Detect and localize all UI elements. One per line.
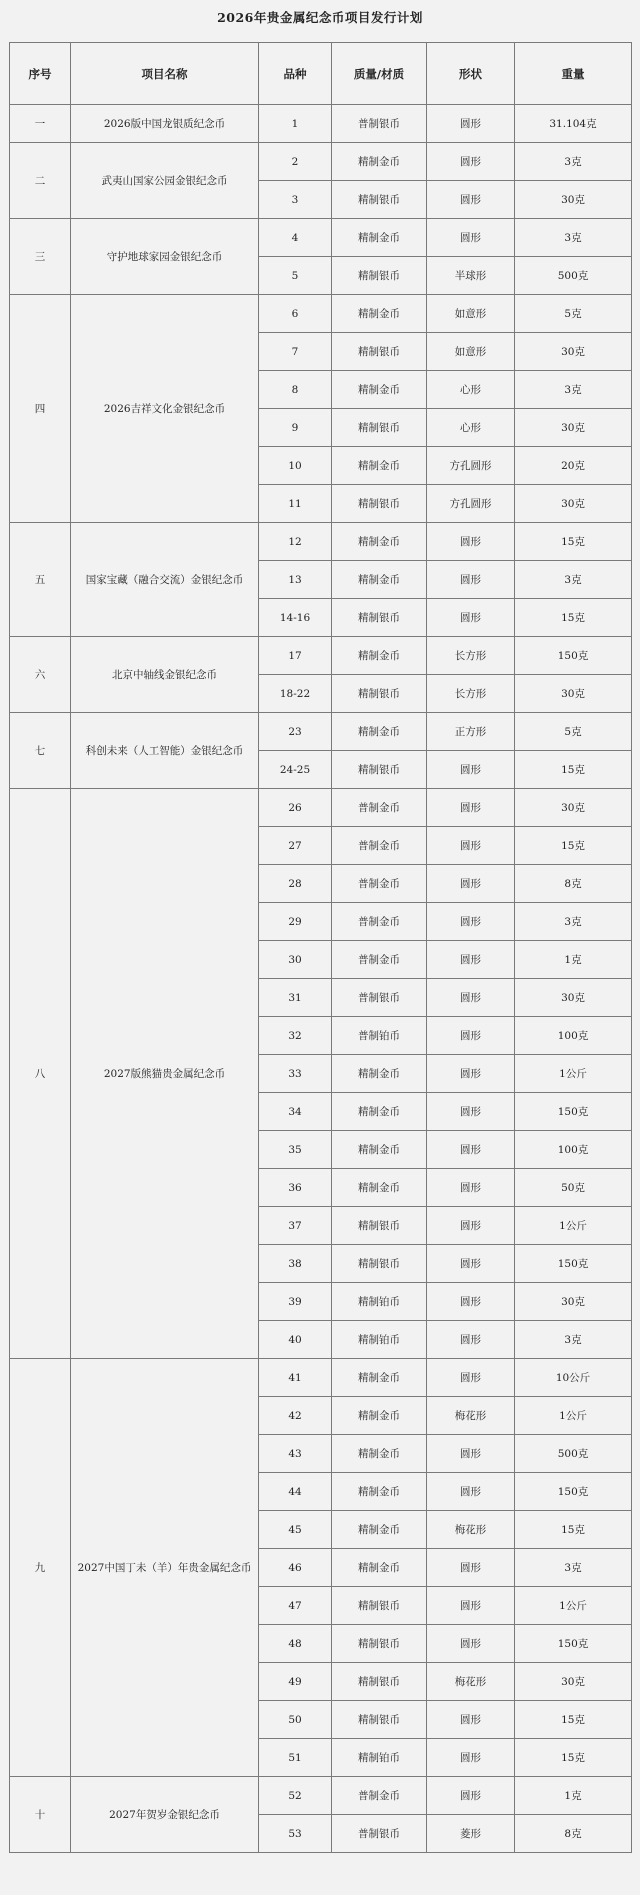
quality-material-cell: 精制银币 [332, 599, 427, 637]
header-weight: 重量 [515, 43, 632, 105]
weight-cell: 30克 [515, 979, 632, 1017]
weight-cell: 100克 [515, 1017, 632, 1055]
weight-cell: 500克 [515, 1435, 632, 1473]
weight-cell: 3克 [515, 371, 632, 409]
quality-material-cell: 普制金币 [332, 1777, 427, 1815]
weight-cell: 30克 [515, 675, 632, 713]
quality-material-cell: 普制银币 [332, 1815, 427, 1853]
shape-cell: 圆形 [427, 1093, 515, 1131]
weight-cell: 3克 [515, 219, 632, 257]
variety-cell: 1 [259, 105, 332, 143]
issuance-plan-table [9, 42, 632, 1853]
weight-cell: 3克 [515, 903, 632, 941]
shape-cell: 圆形 [427, 751, 515, 789]
quality-material-cell: 普制金币 [332, 827, 427, 865]
variety-cell: 13 [259, 561, 332, 599]
weight-cell: 3克 [515, 1549, 632, 1587]
variety-cell: 44 [259, 1473, 332, 1511]
shape-cell: 圆形 [427, 1321, 515, 1359]
quality-material-cell: 普制银币 [332, 979, 427, 1017]
weight-cell: 1公斤 [515, 1587, 632, 1625]
variety-cell: 41 [259, 1359, 332, 1397]
weight-cell: 500克 [515, 257, 632, 295]
shape-cell: 圆形 [427, 1701, 515, 1739]
quality-material-cell: 精制金币 [332, 295, 427, 333]
shape-cell: 圆形 [427, 1169, 515, 1207]
shape-cell: 圆形 [427, 979, 515, 1017]
variety-cell: 47 [259, 1587, 332, 1625]
variety-cell: 53 [259, 1815, 332, 1853]
weight-cell: 30克 [515, 333, 632, 371]
shape-cell: 圆形 [427, 1777, 515, 1815]
quality-material-cell: 精制金币 [332, 1169, 427, 1207]
variety-cell: 14-16 [259, 599, 332, 637]
quality-material-cell: 精制金币 [332, 1473, 427, 1511]
variety-cell: 7 [259, 333, 332, 371]
quality-material-cell: 精制金币 [332, 713, 427, 751]
weight-cell: 15克 [515, 599, 632, 637]
weight-cell: 1公斤 [515, 1055, 632, 1093]
quality-material-cell: 精制银币 [332, 751, 427, 789]
table-header-row [10, 43, 632, 105]
weight-cell: 15克 [515, 1701, 632, 1739]
quality-material-cell: 精制银币 [332, 485, 427, 523]
weight-cell: 15克 [515, 751, 632, 789]
variety-cell: 28 [259, 865, 332, 903]
variety-cell: 2 [259, 143, 332, 181]
table-row [10, 713, 632, 751]
variety-cell: 36 [259, 1169, 332, 1207]
quality-material-cell: 普制金币 [332, 903, 427, 941]
shape-cell: 菱形 [427, 1815, 515, 1853]
weight-cell: 15克 [515, 523, 632, 561]
table-row [10, 789, 632, 827]
variety-cell: 39 [259, 1283, 332, 1321]
variety-cell: 51 [259, 1739, 332, 1777]
variety-cell: 17 [259, 637, 332, 675]
serial-cell: 二 [10, 143, 71, 219]
quality-material-cell: 精制金币 [332, 447, 427, 485]
project-name-cell: 2026版中国龙银质纪念币 [71, 105, 259, 143]
weight-cell: 50克 [515, 1169, 632, 1207]
shape-cell: 圆形 [427, 561, 515, 599]
project-name-cell: 国家宝藏（融合交流）金银纪念币 [71, 523, 259, 637]
table-row [10, 105, 632, 143]
quality-material-cell: 普制金币 [332, 941, 427, 979]
shape-cell: 圆形 [427, 523, 515, 561]
table-row [10, 143, 632, 181]
project-name-cell: 2026吉祥文化金银纪念币 [71, 295, 259, 523]
weight-cell: 8克 [515, 865, 632, 903]
quality-material-cell: 精制金币 [332, 143, 427, 181]
project-name-cell: 守护地球家园金银纪念币 [71, 219, 259, 295]
variety-cell: 3 [259, 181, 332, 219]
shape-cell: 圆形 [427, 219, 515, 257]
project-name-cell: 2027版熊猫贵金属纪念币 [71, 789, 259, 1359]
shape-cell: 圆形 [427, 181, 515, 219]
shape-cell: 圆形 [427, 1625, 515, 1663]
weight-cell: 1克 [515, 941, 632, 979]
quality-material-cell: 普制银币 [332, 105, 427, 143]
shape-cell: 圆形 [427, 105, 515, 143]
variety-cell: 38 [259, 1245, 332, 1283]
project-name-cell: 武夷山国家公园金银纪念币 [71, 143, 259, 219]
quality-material-cell: 普制金币 [332, 789, 427, 827]
variety-cell: 29 [259, 903, 332, 941]
variety-cell: 40 [259, 1321, 332, 1359]
quality-material-cell: 精制银币 [332, 1245, 427, 1283]
weight-cell: 1公斤 [515, 1207, 632, 1245]
variety-cell: 34 [259, 1093, 332, 1131]
shape-cell: 圆形 [427, 827, 515, 865]
weight-cell: 3克 [515, 561, 632, 599]
shape-cell: 长方形 [427, 675, 515, 713]
shape-cell: 心形 [427, 371, 515, 409]
page-title: 2026年贵金属纪念币项目发行计划 [217, 10, 423, 25]
serial-cell: 三 [10, 219, 71, 295]
quality-material-cell: 精制银币 [332, 1701, 427, 1739]
shape-cell: 方孔圆形 [427, 485, 515, 523]
weight-cell: 15克 [515, 1511, 632, 1549]
variety-cell: 5 [259, 257, 332, 295]
shape-cell: 圆形 [427, 941, 515, 979]
variety-cell: 31 [259, 979, 332, 1017]
variety-cell: 27 [259, 827, 332, 865]
shape-cell: 圆形 [427, 1283, 515, 1321]
variety-cell: 4 [259, 219, 332, 257]
variety-cell: 24-25 [259, 751, 332, 789]
quality-material-cell: 精制金币 [332, 1131, 427, 1169]
serial-cell: 一 [10, 105, 71, 143]
weight-cell: 1克 [515, 1777, 632, 1815]
quality-material-cell: 精制银币 [332, 675, 427, 713]
quality-material-cell: 精制银币 [332, 1663, 427, 1701]
weight-cell: 100克 [515, 1131, 632, 1169]
weight-cell: 1公斤 [515, 1397, 632, 1435]
quality-material-cell: 精制金币 [332, 1549, 427, 1587]
quality-material-cell: 精制银币 [332, 1207, 427, 1245]
serial-cell: 五 [10, 523, 71, 637]
quality-material-cell: 精制金币 [332, 637, 427, 675]
quality-material-cell: 精制金币 [332, 523, 427, 561]
weight-cell: 5克 [515, 713, 632, 751]
variety-cell: 9 [259, 409, 332, 447]
variety-cell: 46 [259, 1549, 332, 1587]
header-variety: 品种 [259, 43, 332, 105]
weight-cell: 30克 [515, 409, 632, 447]
shape-cell: 正方形 [427, 713, 515, 751]
variety-cell: 18-22 [259, 675, 332, 713]
table-row [10, 1777, 632, 1815]
project-name-cell: 科创未来（人工智能）金银纪念币 [71, 713, 259, 789]
shape-cell: 梅花形 [427, 1511, 515, 1549]
shape-cell: 长方形 [427, 637, 515, 675]
shape-cell: 圆形 [427, 1473, 515, 1511]
quality-material-cell: 精制金币 [332, 1055, 427, 1093]
shape-cell: 圆形 [427, 865, 515, 903]
shape-cell: 圆形 [427, 1055, 515, 1093]
shape-cell: 如意形 [427, 295, 515, 333]
header-shape: 形状 [427, 43, 515, 105]
shape-cell: 方孔圆形 [427, 447, 515, 485]
variety-cell: 23 [259, 713, 332, 751]
serial-cell: 八 [10, 789, 71, 1359]
variety-cell: 35 [259, 1131, 332, 1169]
variety-cell: 42 [259, 1397, 332, 1435]
serial-cell: 七 [10, 713, 71, 789]
weight-cell: 15克 [515, 827, 632, 865]
shape-cell: 半球形 [427, 257, 515, 295]
weight-cell: 30克 [515, 789, 632, 827]
weight-cell: 20克 [515, 447, 632, 485]
quality-material-cell: 精制银币 [332, 1625, 427, 1663]
shape-cell: 圆形 [427, 599, 515, 637]
quality-material-cell: 精制银币 [332, 257, 427, 295]
variety-cell: 8 [259, 371, 332, 409]
shape-cell: 圆形 [427, 1017, 515, 1055]
shape-cell: 圆形 [427, 1207, 515, 1245]
weight-cell: 30克 [515, 1283, 632, 1321]
shape-cell: 圆形 [427, 1131, 515, 1169]
quality-material-cell: 精制铂币 [332, 1739, 427, 1777]
serial-cell: 四 [10, 295, 71, 523]
shape-cell: 圆形 [427, 1245, 515, 1283]
quality-material-cell: 精制银币 [332, 333, 427, 371]
header-serial: 序号 [10, 43, 71, 105]
serial-cell: 十 [10, 1777, 71, 1853]
variety-cell: 50 [259, 1701, 332, 1739]
table-row [10, 523, 632, 561]
weight-cell: 30克 [515, 485, 632, 523]
header-quality-material: 质量/材质 [332, 43, 427, 105]
weight-cell: 150克 [515, 1093, 632, 1131]
serial-cell: 六 [10, 637, 71, 713]
weight-cell: 150克 [515, 1245, 632, 1283]
quality-material-cell: 精制铂币 [332, 1321, 427, 1359]
shape-cell: 心形 [427, 409, 515, 447]
quality-material-cell: 精制金币 [332, 1511, 427, 1549]
shape-cell: 圆形 [427, 143, 515, 181]
variety-cell: 32 [259, 1017, 332, 1055]
table-row [10, 637, 632, 675]
shape-cell: 梅花形 [427, 1663, 515, 1701]
project-name-cell: 2027中国丁未（羊）年贵金属纪念币 [71, 1359, 259, 1777]
variety-cell: 43 [259, 1435, 332, 1473]
quality-material-cell: 精制铂币 [332, 1283, 427, 1321]
weight-cell: 10公斤 [515, 1359, 632, 1397]
quality-material-cell: 精制金币 [332, 1435, 427, 1473]
variety-cell: 30 [259, 941, 332, 979]
quality-material-cell: 精制金币 [332, 1359, 427, 1397]
shape-cell: 圆形 [427, 903, 515, 941]
weight-cell: 3克 [515, 143, 632, 181]
quality-material-cell: 普制铂币 [332, 1017, 427, 1055]
shape-cell: 圆形 [427, 1739, 515, 1777]
table-body [10, 105, 632, 1853]
shape-cell: 圆形 [427, 1435, 515, 1473]
weight-cell: 150克 [515, 1625, 632, 1663]
variety-cell: 10 [259, 447, 332, 485]
weight-cell: 150克 [515, 637, 632, 675]
quality-material-cell: 精制金币 [332, 1397, 427, 1435]
quality-material-cell: 精制金币 [332, 219, 427, 257]
weight-cell: 5克 [515, 295, 632, 333]
variety-cell: 45 [259, 1511, 332, 1549]
shape-cell: 圆形 [427, 789, 515, 827]
quality-material-cell: 精制金币 [332, 371, 427, 409]
variety-cell: 52 [259, 1777, 332, 1815]
quality-material-cell: 精制金币 [332, 1093, 427, 1131]
project-name-cell: 2027年贺岁金银纪念币 [71, 1777, 259, 1853]
weight-cell: 150克 [515, 1473, 632, 1511]
variety-cell: 12 [259, 523, 332, 561]
variety-cell: 26 [259, 789, 332, 827]
weight-cell: 31.104克 [515, 105, 632, 143]
variety-cell: 33 [259, 1055, 332, 1093]
weight-cell: 30克 [515, 181, 632, 219]
quality-material-cell: 精制银币 [332, 409, 427, 447]
shape-cell: 如意形 [427, 333, 515, 371]
weight-cell: 15克 [515, 1739, 632, 1777]
table-row [10, 219, 632, 257]
variety-cell: 6 [259, 295, 332, 333]
weight-cell: 3克 [515, 1321, 632, 1359]
shape-cell: 圆形 [427, 1587, 515, 1625]
serial-cell: 九 [10, 1359, 71, 1777]
variety-cell: 37 [259, 1207, 332, 1245]
quality-material-cell: 精制银币 [332, 1587, 427, 1625]
project-name-cell: 北京中轴线金银纪念币 [71, 637, 259, 713]
shape-cell: 梅花形 [427, 1397, 515, 1435]
quality-material-cell: 精制金币 [332, 561, 427, 599]
shape-cell: 圆形 [427, 1359, 515, 1397]
header-project-name: 项目名称 [71, 43, 259, 105]
quality-material-cell: 普制金币 [332, 865, 427, 903]
shape-cell: 圆形 [427, 1549, 515, 1587]
variety-cell: 48 [259, 1625, 332, 1663]
weight-cell: 30克 [515, 1663, 632, 1701]
variety-cell: 11 [259, 485, 332, 523]
table-row [10, 1359, 632, 1397]
variety-cell: 49 [259, 1663, 332, 1701]
quality-material-cell: 精制银币 [332, 181, 427, 219]
table-row [10, 295, 632, 333]
weight-cell: 8克 [515, 1815, 632, 1853]
